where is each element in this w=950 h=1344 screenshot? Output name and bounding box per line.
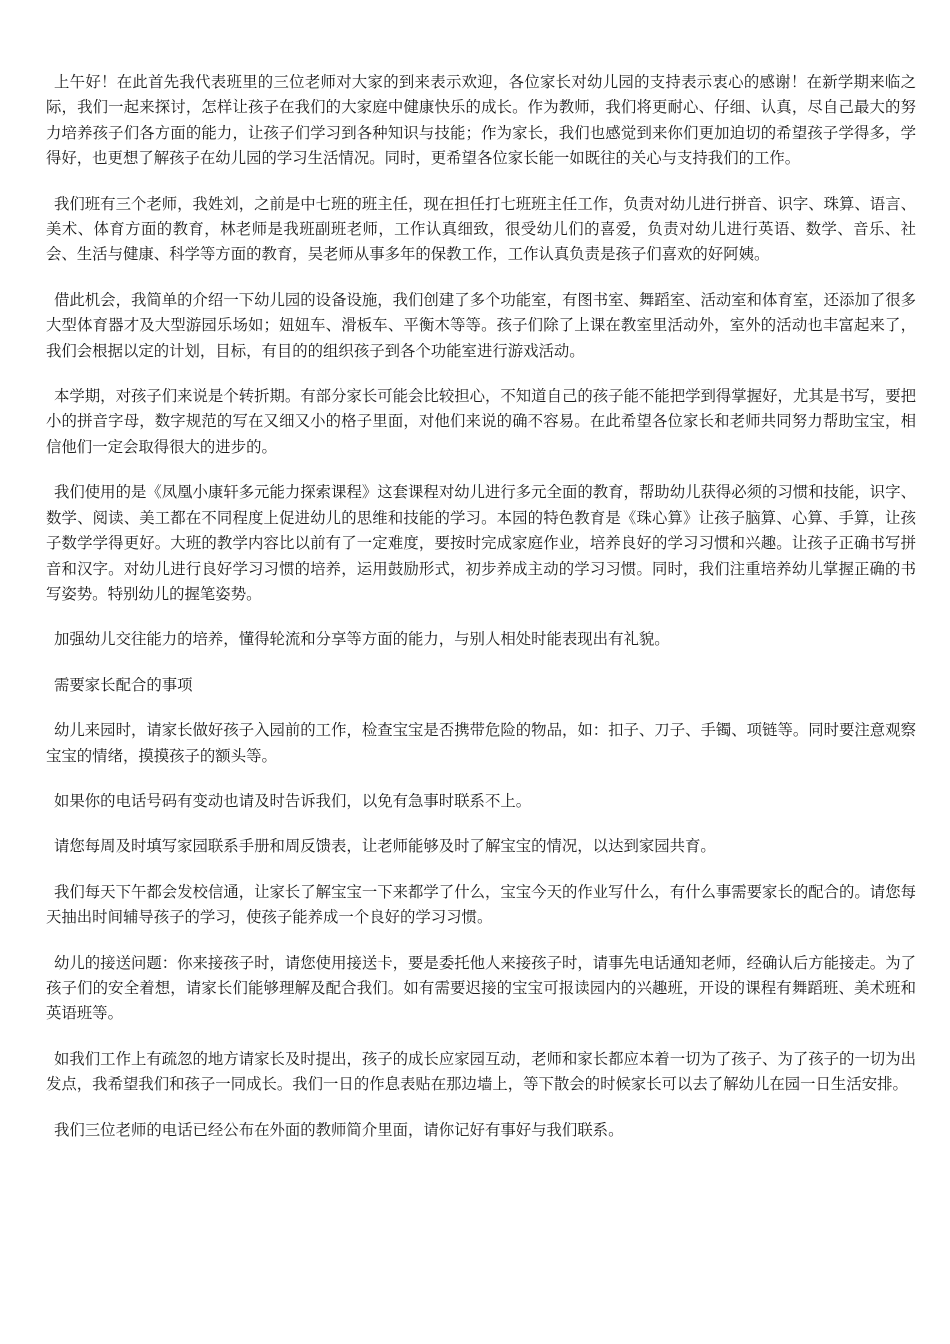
document-body (46, 70, 916, 1163)
section-heading-parent-cooperation: 需要家长配合的事项 (54, 675, 193, 694)
paragraph-facilities: 借此机会，我简单的介绍一下幼儿园的设备设施，我们创建了多个功能室，有图书室、舞蹈室、活动室和体育室，还添加了很多大型体育器才及大型游园乐场如；妞妞车、滑板车、平衡木等等。孩子们除了上课在教室里活动外，室外的活动也丰富起来了，我们会根据以定的计划，目标，有目的的组织孩子到各个功能室进行游戏活动。 (46, 290, 916, 360)
paragraph-social-skills: 加强幼儿交往能力的培养，懂得轮流和分享等方面的能力，与别人相处时能表现出有礼貌。 (54, 630, 670, 649)
paragraph-teachers-intro: 我们班有三个老师，我姓刘，之前是中七班的班主任，现在担任打七班班主任工作，负责对幼儿进行拼音、识字、珠算、语言、美术、体育方面的教育，林老师是我班副班老师，工作认真细致，很受幼儿们的喜爱，负责对幼儿进行英语、数学、音乐、社会、生活与健康、科学等方面的教育，吴老师从事多年的保教工作，工作认真负责是孩子们喜欢的好阿姨。 (46, 194, 916, 264)
paragraph-pickup: 幼儿的接送问题：你来接孩子时，请您使用接送卡，要是委托他人来接孩子时，请事先电话通知老师，经确认后方能接走。为了孩子们的安全着想，请家长们能够理解及配合我们。如有需要迟接的宝宝可报读园内的兴趣班，开设的课程有舞蹈班、美术班和英语班等。 (46, 953, 916, 1023)
paragraph-greeting: 上午好！在此首先我代表班里的三位老师对大家的到来表示欢迎，各位家长对幼儿园的支持表示衷心的感谢！在新学期来临之际，我们一起来探讨，怎样让孩子在我们的大家庭中健康快乐的成长。作为教师，我们将更耐心、仔细、认真，尽自己最大的努力培养孩子们各方面的能力，让孩子们学习到各种知识与技能；作为家长，我们也感觉到来你们更加迫切的希望孩子学得多，学得好，也更想了解孩子在幼儿园的学习生活情况。同时，更希望各位家长能一如既往的关心与支持我们的工作。 (46, 73, 916, 168)
paragraph-contact: 我们三位老师的电话已经公布在外面的教师简介里面，请你记好有事好与我们联系。 (54, 1120, 624, 1139)
paragraph-weekly-feedback: 请您每周及时填写家园联系手册和周反馈表，让老师能够及时了解宝宝的情况，以达到家园共育。 (54, 837, 716, 856)
paragraph-daily-message: 我们每天下午都会发校信通，让家长了解宝宝一下来都学了什么，宝宝今天的作业写什么，有什么事需要家长的配合的。请您每天抽出时间辅导孩子的学习，使孩子能养成一个良好的学习习惯。 (46, 882, 916, 927)
paragraph-arrival: 幼儿来园时，请家长做好孩子入园前的工作，检查宝宝是否携带危险的物品，如：扣子、刀子、手镯、项链等。同时要注意观察宝宝的情绪，摸摸孩子的额头等。 (46, 721, 916, 765)
paragraph-phone-change: 如果你的电话号码有变动也请及时告诉我们，以免有急事时联系不上。 (54, 791, 532, 810)
paragraph-curriculum: 我们使用的是《凤凰小康轩多元能力探索课程》这套课程对幼儿进行多元全面的教育，帮助幼儿获得必须的习惯和技能，识字、数学、阅读、美工都在不同程度上促进幼儿的思维和技能的学习。本园的特色教育是《珠心算》让孩子脑算、心算、手算，让孩子数学学得更好。大班的教学内容比以前有了一定难度，要按时完成家庭作业，培养良好的学习习惯和兴趣。让孩子正确书写拼音和汉字。对幼儿进行良好学习习惯的培养，运用鼓励形式，初步养成主动的学习习惯。同时，我们注重培养幼儿掌握正确的书写姿势。特别幼儿的握笔姿势。 (46, 483, 916, 603)
paragraph-feedback-schedule: 如我们工作上有疏忽的地方请家长及时提出，孩子的成长应家园互动，老师和家长都应本着一切为了孩子、为了孩子的一切为出发点，我希望我们和孩子一同成长。我们一日的作息表贴在那边墙上，等下散会的时候家长可以去了解幼儿在园一日生活安排。 (46, 1049, 916, 1094)
paragraph-semester: 本学期，对孩子们来说是个转折期。有部分家长可能会比较担心，不知道自己的孩子能不能把学到得掌握好，尤其是书写，要把小的拼音字母，数字规范的写在又细又小的格子里面，对他们来说的确不容易。在此希望各位家长和老师共同努力帮助宝宝，相信他们一定会取得很大的进步的。 (46, 387, 916, 456)
